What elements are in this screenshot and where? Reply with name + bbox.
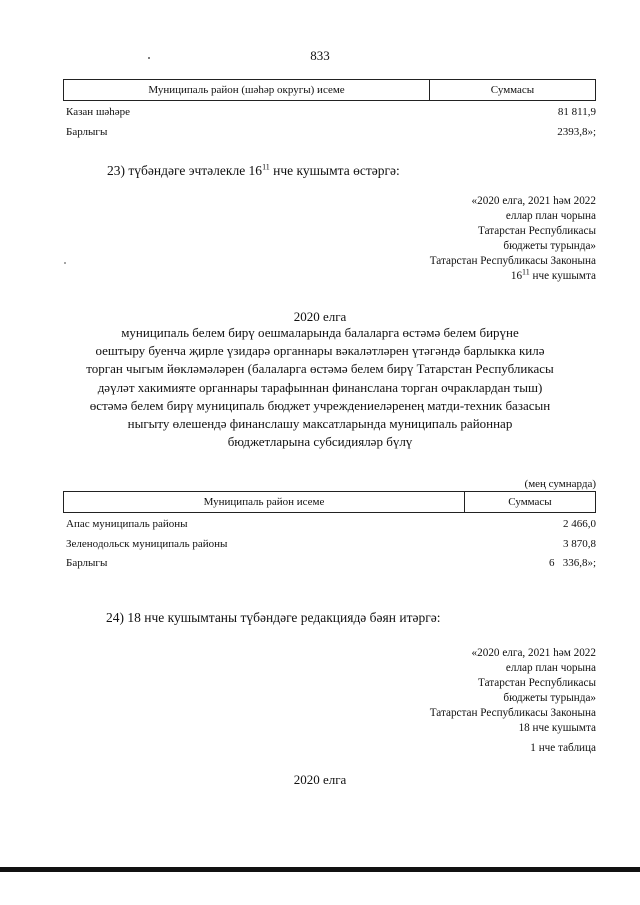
footer-year: 2020 елга <box>293 772 347 787</box>
title-line: ныгыту өлешендә финанслашу максатларында муниципаль районнар <box>127 416 513 432</box>
appendix-line: бюджеты турында» <box>503 692 596 704</box>
table-label: 1 нче таблица <box>530 742 596 754</box>
appendix-line: «2020 елга, 2021 һәм 2022 <box>471 195 596 207</box>
table-2-header <box>63 491 596 513</box>
item-24-paragraph: 24) 18 нче кушымтаны түбәндәге редакциядә бәян итәргә: <box>106 610 441 625</box>
superscript: 11 <box>522 267 530 277</box>
scan-border-bar <box>0 867 640 872</box>
item-23-text: 23) түбәндәге эчтәлекле 16 <box>107 163 263 178</box>
table-2-col-name: Муниципаль район исеме <box>64 492 465 513</box>
title-line: муниципаль белем бирү оешмаларында балаларга өстәмә белем бирүне <box>121 325 519 340</box>
item-23-text-tail: нче кушымта өстәргә: <box>269 163 400 178</box>
appendix-line: еллар план чорына <box>505 210 596 222</box>
appendix-num: 16 <box>510 270 523 282</box>
title-line: дәүләт хакимияте органнары тарафыннан финанслана торган очраклардан тыш) <box>97 379 543 395</box>
section-year: 2020 елга <box>293 309 347 324</box>
row-name: Апас муниципаль районы <box>66 518 188 530</box>
row-value: 6 336,8»; <box>548 557 596 569</box>
appendix-line: еллар план чорына <box>505 662 596 674</box>
appendix-heading-1 <box>430 194 596 284</box>
scan-speck <box>148 57 150 59</box>
row-value: 81 811,9 <box>557 106 596 118</box>
table-1-col-name: Муниципаль район (шәһәр округы) исеме <box>64 80 430 101</box>
item-23-paragraph <box>107 163 400 179</box>
row-name: Зеленодольск муниципаль районы <box>66 538 228 550</box>
row-name: Барлыгы <box>66 557 108 569</box>
title-line: оештыру буенча җирле үзидарә органнары вәкаләтләрен үтәгәндә барлыкка килә <box>95 343 545 359</box>
appendix-heading-2 <box>430 646 596 736</box>
appendix-line <box>430 269 596 284</box>
page-number: 833 <box>310 48 330 63</box>
table-1-header <box>63 79 596 101</box>
section-title <box>0 324 640 451</box>
superscript: 11 <box>262 162 270 172</box>
scan-speck <box>64 262 66 264</box>
table-1-col-sum: Суммасы <box>430 80 596 101</box>
row-value: 3 870,8 <box>563 538 596 550</box>
appendix-line: «2020 елга, 2021 һәм 2022 <box>471 647 596 659</box>
appendix-line: бюджеты турында» <box>503 240 596 252</box>
appendix-line: Татарстан Республикасы <box>478 225 596 237</box>
title-line: торган чыгым йөкләмәләрен (балаларга өстәмә белем бирү Татарстан Республикасы <box>86 361 554 377</box>
unit-note: (мең сумнарда) <box>524 478 596 490</box>
appendix-line: Татарстан Республикасы Законына <box>429 255 596 267</box>
title-line: бюджетларына субсидияләр бүлү <box>227 434 413 450</box>
appendix-line: Татарстан Республикасы Законына <box>429 707 596 719</box>
row-name: Барлыгы <box>66 126 108 138</box>
appendix-line: Татарстан Республикасы <box>478 677 596 689</box>
appendix-line: 18 нче кушымта <box>518 722 596 734</box>
row-value: 2393,8»; <box>557 126 596 138</box>
appendix-suffix: нче кушымта <box>529 270 596 282</box>
row-value: 2 466,0 <box>563 518 596 530</box>
table-2-col-sum: Суммасы <box>465 492 596 513</box>
title-line: өстәмә белем бирү муниципаль бюджет учреждениеләренең матди-техник базасын <box>89 397 551 413</box>
row-name: Казан шәһәре <box>66 106 131 118</box>
